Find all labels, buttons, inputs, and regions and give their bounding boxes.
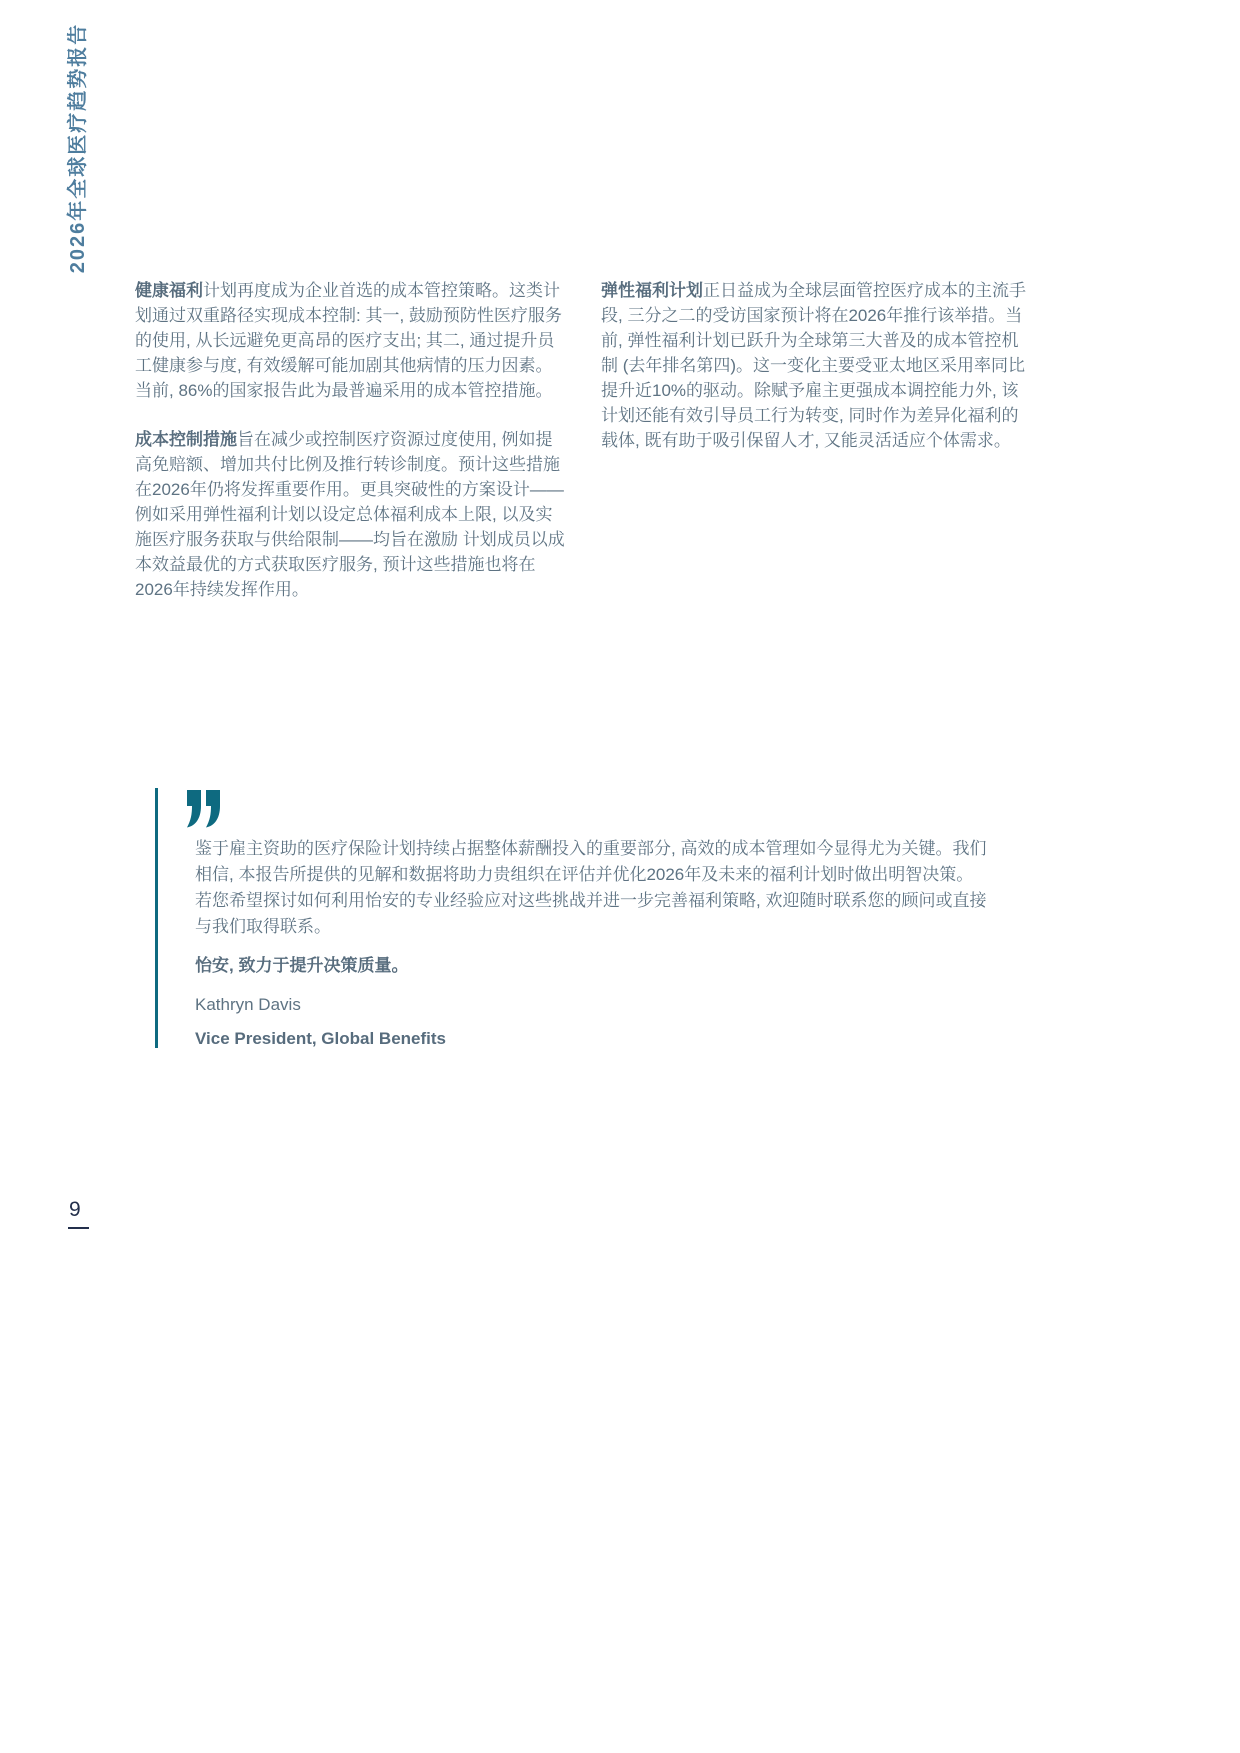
open-quote-icon bbox=[187, 790, 221, 828]
paragraph-lead: 弹性福利计划 bbox=[601, 281, 703, 300]
paragraph-body: 计划再度成为企业首选的成本管控策略。这类计划通过双重路径实现成本控制: 其一, 鼓励预防性医疗服务的使用, 从长远避免更高昂的医疗支出; 其二, 通过提升员工健康参与度, 有效缓解可能加剧其他病情的压力因素。当前, 86%的国家报告此为最普遍采用的成本管控措施。 bbox=[135, 281, 562, 400]
vertical-report-title: 2026年全球医疗趋势报告 bbox=[67, 22, 89, 274]
page-number-underline bbox=[68, 1227, 89, 1229]
paragraph-cost-control bbox=[135, 427, 565, 602]
paragraph-flexible-benefits bbox=[601, 278, 1031, 453]
quote-block bbox=[195, 836, 987, 1052]
paragraph-body: 旨在减少或控制医疗资源过度使用, 例如提高免赔额、增加共付比例及推行转诊制度。预计这些措施在2026年仍将发挥重要作用。更具突破性的方案设计——例如采用弹性福利计划以设定总体福利成本上限, 以及实施医疗服务获取与供给限制——均旨在激励 计划成员以成本效益最优的方式获取医疗服务, 预计这些措施也将在2026年持续发挥作用。 bbox=[135, 430, 565, 599]
body-columns bbox=[135, 278, 1031, 626]
paragraph-lead: 健康福利 bbox=[135, 281, 203, 300]
quote-author-title: Vice President, Global Benefits bbox=[195, 1029, 446, 1048]
quote-accent-bar bbox=[155, 788, 158, 1048]
quote-text: 鉴于雇主资助的医疗保险计划持续占据整体薪酬投入的重要部分, 高效的成本管理如今显得尤为关键。我们相信, 本报告所提供的见解和数据将助力贵组织在评估并优化2026年及未来的福利计划时做出明智决策。若您希望探讨如何利用怡安的专业经验应对这些挑战并进一步完善福利策略, 欢迎随时联系您的顾问或直接与我们取得联系。 bbox=[195, 839, 987, 936]
quote-tagline: 怡安, 致力于提升决策质量。 bbox=[195, 956, 409, 975]
paragraph-health-benefits bbox=[135, 278, 565, 403]
left-column bbox=[135, 278, 565, 626]
paragraph-body: 正日益成为全球层面管控医疗成本的主流手段, 三分之二的受访国家预计将在2026年推行该举措。当前, 弹性福利计划已跃升为全球第三大普及的成本管控机制 (去年排名第四)。这一变化主要受亚太地区采用率同比提升近10%的驱动。除赋予雇主更强成本调控能力外, 该计划还能有效引导员工行为转变, 同时作为差异化福利的载体, 既有助于吸引保留人才, 又能灵活适应个体需求。 bbox=[601, 281, 1026, 450]
right-column bbox=[601, 278, 1031, 626]
quote-author-name: Kathryn Davis bbox=[195, 995, 301, 1014]
paragraph-lead: 成本控制措施 bbox=[135, 430, 237, 449]
page-number: 9 bbox=[69, 1198, 81, 1221]
